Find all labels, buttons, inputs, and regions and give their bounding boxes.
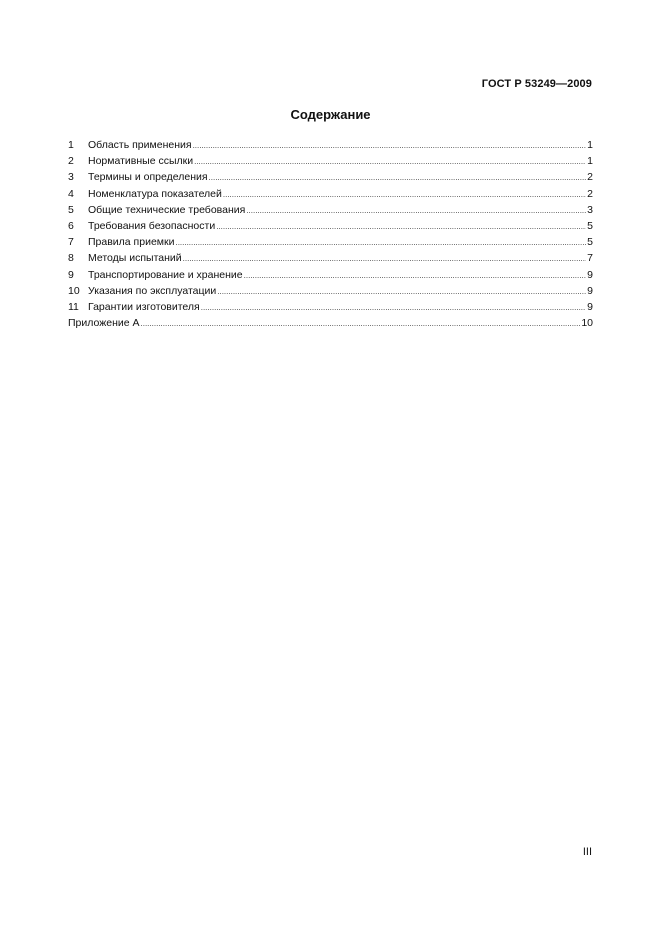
toc-entry-page: 2	[587, 187, 593, 200]
toc-entry-number: 7	[68, 236, 74, 249]
toc-entry[interactable]	[68, 186, 593, 202]
toc-dot-leader	[244, 268, 587, 284]
toc-entry-label: Методы испытаний	[88, 252, 182, 265]
toc-entry-label: Область применения	[88, 139, 192, 151]
toc-dot-leader	[175, 235, 586, 251]
toc-entry[interactable]	[68, 169, 593, 185]
toc-entry-number: 5	[68, 203, 74, 216]
toc-dot-leader	[246, 203, 586, 219]
toc-entry[interactable]	[68, 218, 593, 234]
toc-dot-leader	[183, 251, 587, 267]
toc-dot-leader	[193, 138, 587, 154]
toc-dot-leader	[223, 187, 586, 203]
toc-entry-label: Правила приемки	[88, 236, 175, 249]
toc-entry[interactable]	[68, 250, 593, 266]
table-of-contents	[68, 137, 593, 331]
toc-dot-leader	[209, 170, 587, 186]
toc-entry-label: Указания по эксплуатации	[88, 284, 217, 297]
toc-entry-label: Гарантии изготовителя	[88, 300, 200, 313]
toc-entry-number: 8	[68, 252, 74, 265]
toc-entry[interactable]	[68, 137, 593, 153]
toc-entry-number: 10	[68, 284, 80, 297]
toc-entry-label: Приложение А	[68, 317, 140, 330]
toc-entry-page: 9	[587, 300, 593, 313]
toc-title: Содержание	[290, 107, 371, 122]
toc-entry-number: 2	[68, 155, 74, 168]
toc-entry-label: Транспортирование и хранение	[88, 268, 243, 281]
toc-dot-leader	[217, 284, 586, 300]
toc-entry-page: 2	[587, 171, 593, 184]
toc-entry[interactable]	[68, 234, 593, 250]
toc-entry[interactable]	[68, 202, 593, 218]
toc-entry-label: Требования безопасности	[88, 219, 216, 232]
toc-entry-number: 9	[68, 268, 74, 281]
page-number: III	[582, 846, 592, 858]
toc-entry-page: 1	[587, 139, 593, 151]
toc-entry-page: 9	[587, 284, 593, 297]
toc-entry-number: 11	[68, 300, 79, 313]
toc-entry-page: 10	[581, 317, 593, 330]
toc-entry-page: 5	[587, 219, 593, 232]
toc-entry-page: 9	[587, 268, 593, 281]
document-code: ГОСТ Р 53249—2009	[481, 78, 592, 90]
toc-entry[interactable]	[68, 283, 593, 299]
toc-entry[interactable]	[68, 267, 593, 283]
toc-entry-label: Общие технические требования	[88, 203, 246, 216]
toc-dot-leader	[194, 154, 586, 170]
toc-entry-page: 5	[587, 236, 593, 249]
toc-dot-leader	[201, 300, 586, 316]
toc-entry-number: 4	[68, 187, 74, 200]
toc-entry-number: 6	[68, 219, 74, 232]
toc-dot-leader	[141, 316, 581, 332]
toc-dot-leader	[216, 219, 586, 235]
toc-entry[interactable]	[68, 299, 593, 315]
toc-entry-label: Нормативные ссылки	[88, 155, 194, 168]
toc-entry-number: 3	[68, 171, 74, 184]
toc-entry-appendix[interactable]	[68, 315, 593, 331]
toc-entry-label: Термины и определения	[88, 171, 208, 184]
toc-entry-page: 3	[587, 203, 593, 216]
toc-entry-number: 1	[68, 139, 74, 151]
toc-entry[interactable]	[68, 153, 593, 169]
toc-entry-page: 7	[587, 252, 593, 265]
toc-entry-page: 1	[587, 155, 593, 168]
toc-entry-label: Номенклатура показателей	[88, 187, 222, 200]
